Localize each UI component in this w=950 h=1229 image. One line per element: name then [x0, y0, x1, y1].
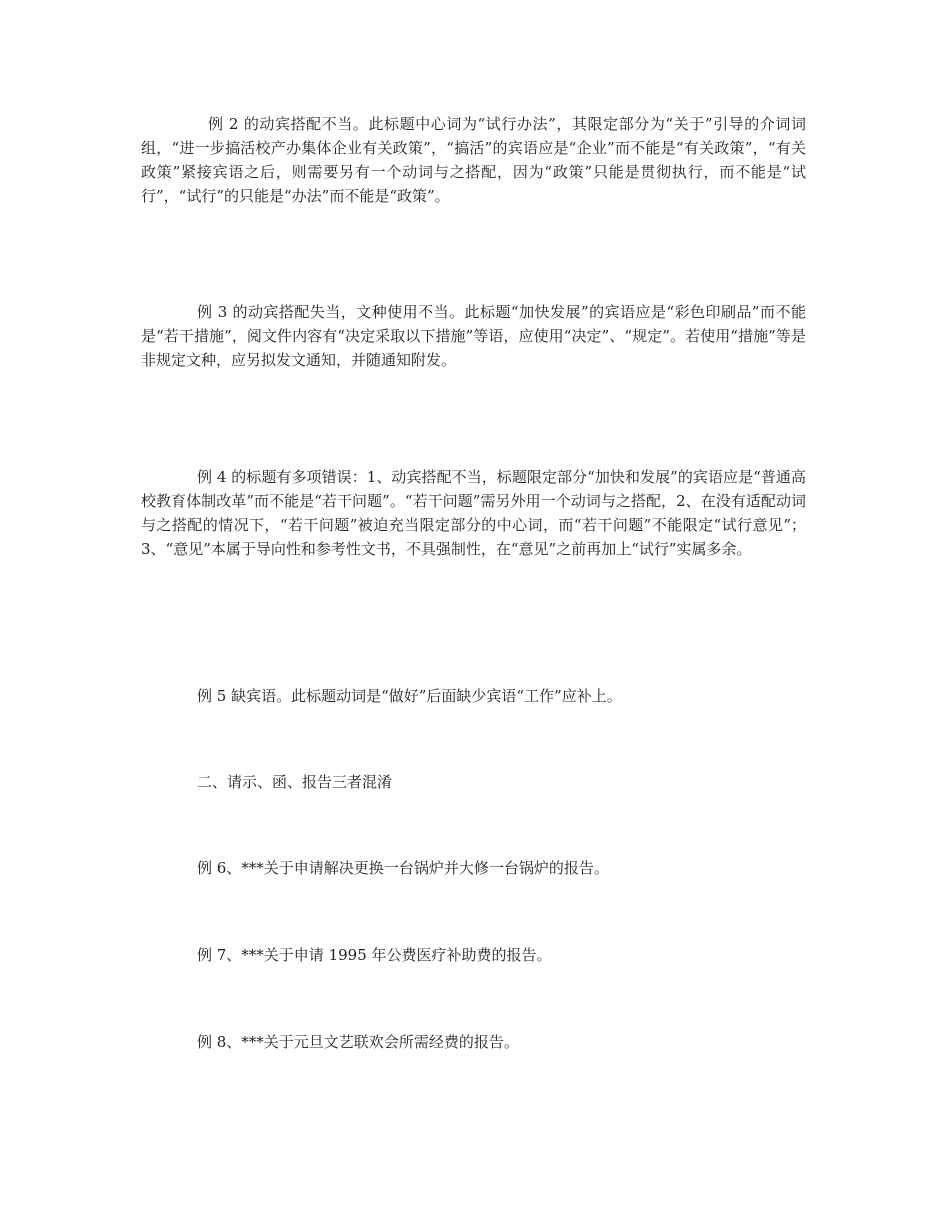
paragraph-example-7: 例 7、***关于申请 1995 年公费医疗补助费的报告。 — [197, 946, 552, 964]
section-heading: 二、请示、函、报告三者混淆 — [197, 773, 393, 791]
paragraph-example-8: 例 8、***关于元旦文艺联欢会所需经费的报告。 — [197, 1033, 519, 1051]
paragraph-example-2: 例 2 的动宾搭配不当。此标题中心词为“试行办法”，其限定部分为“关于”引导的介词词组，“进一步搞活校产办集体企业有关政策”，“搞活”的宾语应是“企业”而不能是“有关政策”，“有关政策”紧接宾语之后，则需要另有一个动词与之搭配，因为“政策”只能是贯彻执行，而不能是“试行”，“试行”的只能是“办法”而不能是“政策”。 — [141, 115, 806, 205]
paragraph-example-4: 例 4 的标题有多项错误：1、动宾搭配不当，标题限定部分“加快和发展”的宾语应是“普通高校教育体制改革”而不能是“若干问题”。“若干问题”需另外用一个动词与之搭配，2、在没有适配动词与之搭配的情况下，“若干问题”被迫充当限定部分的中心词，而“若干问题”不能限定“试行意见”；3、“意见”本属于导向性和参考性文书，不具强制性，在“意见”之前再加上“试行”实属多余。 — [141, 468, 806, 558]
paragraph-example-6: 例 6、***关于申请解决更换一台锅炉并大修一台锅炉的报告。 — [197, 859, 609, 877]
paragraph-example-5: 例 5 缺宾语。此标题动词是“做好”后面缺少宾语“工作”应补上。 — [197, 687, 622, 705]
paragraph-example-3: 例 3 的动宾搭配失当，文种使用不当。此标题“加快发展”的宾语应是“彩色印刷品”而不能是“若干措施”，阅文件内容有“决定采取以下措施”等语，应使用“决定”、“规定”。若使用“措施”等是非规定文种，应另拟发文通知，并随通知附发。 — [141, 303, 806, 369]
